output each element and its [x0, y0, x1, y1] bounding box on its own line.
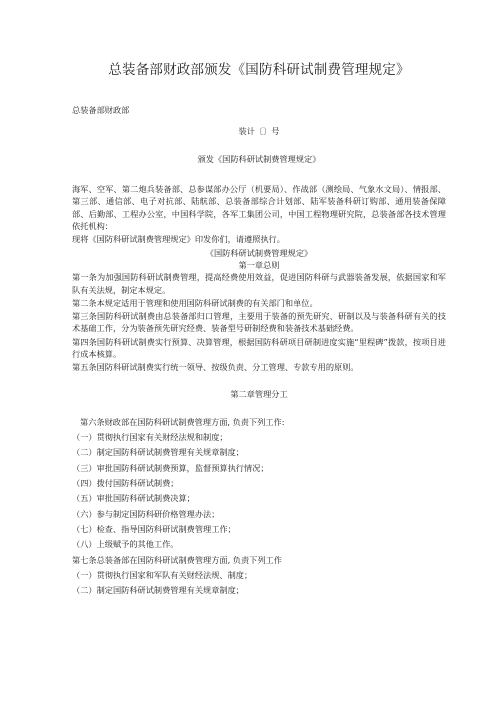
article-7: 第七条总装备部在国防科研试制费管理方面, 负责下列工作: [72, 554, 282, 565]
chapter-2-heading: 第二章管理分工: [230, 388, 288, 399]
notice-subtitle: 颁发《国防科研试制费管理规定》: [197, 153, 321, 164]
article-6-item: （二）制定国防科研试制费管理有关规章制度；: [72, 447, 244, 458]
article-5: 第五条国防科研试制费实行统一领导、按级负责、分工管理、专款专用的原则。: [72, 362, 359, 373]
chapter-1-heading: 第一章总则: [238, 259, 280, 270]
article-4: 第四条国防科研试制费实行预算、决算管理，根据国防科研项目研制进度实施“里程碑”拨款，按项目进行成本核算。: [72, 336, 446, 359]
article-6-item: （四）拨付国防科研试制费；: [72, 478, 179, 489]
article-6-item: （七）检查、指导国防科研试制费管理工作；: [72, 523, 236, 534]
article-6-item: （五）审批国防科研试制费决算；: [72, 493, 195, 504]
article-1: 第一条为加强国防科研试制费管理，提高经费使用效益，促进国防科研与武器装备发展，依据国家和军队有关法规，制定本规定。: [72, 272, 446, 295]
article-7-item: （二）制定国防科研试制费管理有关规章制度；: [72, 585, 244, 596]
document-number: 装计〔〕号: [238, 125, 280, 136]
document-title: 总装备部财政部颁发《国防科研试制费管理规定》: [108, 62, 410, 78]
article-6-item: （三）审批国防科研试制费预算，监督预算执行情况；: [72, 462, 269, 473]
article-7-item: （一）贯彻执行国家和军队有关财经法规、制度；: [72, 569, 253, 580]
article-2: 第二条本规定适用于管理和使用国防科研试制费的有关部门和单位。: [72, 297, 318, 308]
issuing-organization: 总装备部财政部: [72, 105, 130, 116]
notice-instruction: 现将《国防科研试制费管理规定》印发你们，请遵照执行。: [72, 234, 285, 245]
article-3: 第三条国防科研试制费由总装备部归口管理，主要用于装备的预先研究、研制以及与装备科研有关的技术基础工作，分为装备预先研究经费、装备型号研制经费和装备技术基础经费。: [72, 311, 446, 334]
article-6-item: （八）上级赋予的其他工作。: [72, 539, 179, 550]
regulation-title: 《国防科研试制费管理规定》: [205, 247, 313, 258]
article-6-item: （一）贯彻执行国家有关财经法规和制度；: [72, 432, 228, 443]
article-6: 第六条财政部在国防科研试制费管理方面, 负责下列工作:: [80, 416, 285, 427]
article-6-item: （六）参与制定国防科研价格管理办法；: [72, 508, 220, 519]
addressees-paragraph: 海军、空军、第二炮兵装备部、总参谋部办公厅（机要局）、作战部（测绘局、气象水文局）、情报部、第三部、通信部、电子对抗部、陆航部、总装备部综合计划部、陆军装备科研订购部、通用装备保障部、后勤部、工程办公室，中国科学院，各军工集团公司，中国工程物理研究院，总装备部各技术管理依托机构：: [72, 184, 446, 232]
